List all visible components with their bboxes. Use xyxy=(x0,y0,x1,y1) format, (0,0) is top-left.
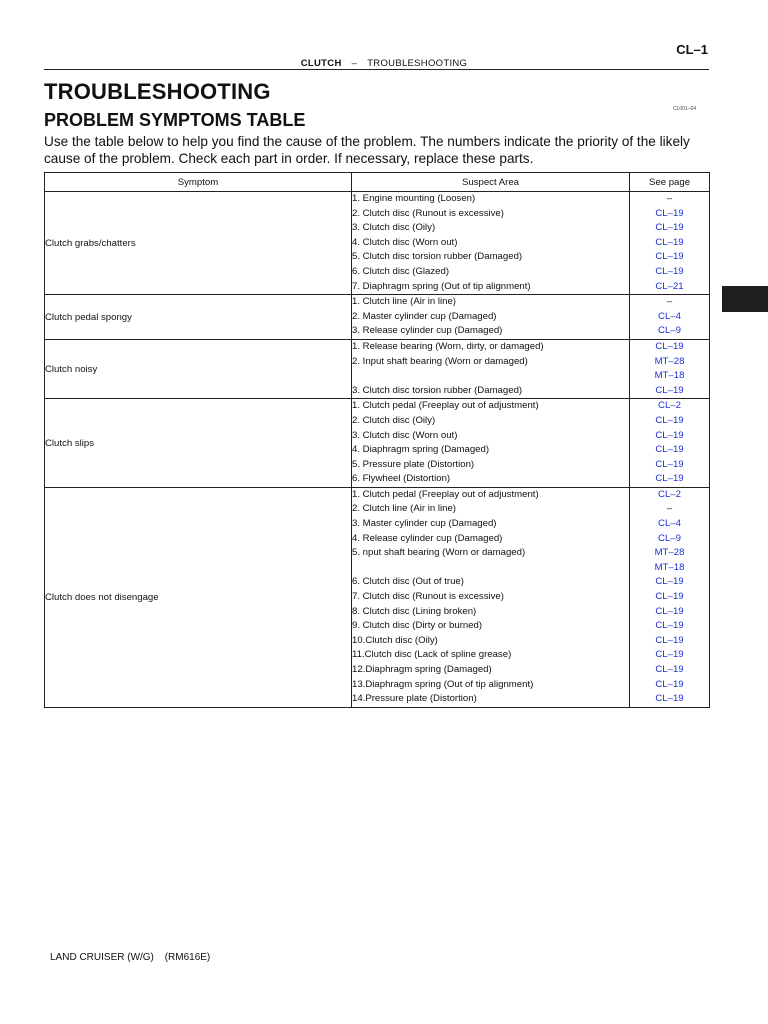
table-body xyxy=(45,192,710,708)
suspect-area-cell xyxy=(352,399,630,488)
see-page-cell xyxy=(630,295,710,340)
page-reference-link[interactable]: CL–19 xyxy=(655,664,684,675)
suspect-area-item: 3. Clutch disc torsion rubber (Damaged) xyxy=(352,384,523,396)
page-reference-link[interactable]: CL–19 xyxy=(655,473,684,485)
suspect-area-item: 3. Master cylinder cup (Damaged) xyxy=(352,518,497,530)
see-page-cell xyxy=(630,192,710,295)
suspect-area-item: 6. Clutch disc (Out of true) xyxy=(352,576,464,588)
suspect-area-item: 1. Clutch pedal (Freeplay out of adjustment) xyxy=(352,488,539,500)
section-tab-marker xyxy=(722,286,768,312)
suspect-area-item: 8. Clutch disc (Lining broken) xyxy=(352,605,477,617)
document-code: CL001–04 xyxy=(673,106,697,112)
page-reference-link[interactable]: CL–19 xyxy=(655,222,684,234)
suspect-area-item: 4. Diaphragm spring (Damaged) xyxy=(352,444,490,456)
footer xyxy=(50,952,210,963)
suspect-area-item xyxy=(352,561,629,576)
see-page-cell xyxy=(630,339,710,398)
page-reference-link[interactable]: CL–19 xyxy=(655,678,684,690)
suspect-area-item: 1. Clutch line (Air in line) xyxy=(352,296,456,308)
page-reference-link[interactable]: MT–28 xyxy=(654,355,685,367)
table-row xyxy=(45,339,710,398)
page-title: TROUBLESHOOTING xyxy=(44,79,271,104)
suspect-area-item: 6. Clutch disc (Glazed) xyxy=(352,265,450,277)
page-reference: – xyxy=(666,193,673,204)
footer-model: LAND CRUISER (W/G) xyxy=(50,952,154,963)
symptom-cell: Clutch grabs/chatters xyxy=(45,192,352,295)
suspect-area-item: 2. Clutch line (Air in line) xyxy=(352,503,456,515)
page-reference-link[interactable]: MT–28 xyxy=(654,547,685,559)
page-reference-link[interactable]: CL–19 xyxy=(655,265,684,277)
suspect-area-item: 1. Release bearing (Worn, dirty, or damaged) xyxy=(352,340,544,352)
page-reference-link[interactable]: CL–19 xyxy=(655,634,684,646)
suspect-area-item: 13.Diaphragm spring (Out of tip alignment) xyxy=(352,678,534,690)
page-reference-link[interactable]: CL–19 xyxy=(655,384,684,396)
suspect-area-item: 1. Engine mounting (Loosen) xyxy=(352,193,476,204)
table-row xyxy=(45,399,710,488)
page-reference-link[interactable]: CL–19 xyxy=(655,429,684,441)
suspect-area-item: 2. Master cylinder cup (Damaged) xyxy=(352,310,497,322)
suspect-area-item: 11.Clutch disc (Lack of spline grease) xyxy=(352,649,512,661)
suspect-area-item: 2. Input shaft bearing (Worn or damaged) xyxy=(352,355,528,367)
page-reference-link[interactable]: MT–18 xyxy=(654,561,685,573)
subsection-name: TROUBLESHOOTING xyxy=(367,58,468,69)
suspect-area-item: 4. Clutch disc (Worn out) xyxy=(352,236,458,248)
suspect-area-item: 1. Clutch pedal (Freeplay out of adjustment) xyxy=(352,400,539,412)
intro-paragraph: Use the table below to help you find the cause of the problem. The numbers indicate the priority of the likely cause of the problem. Check each part in order. If necessary, replace these parts. xyxy=(44,134,690,166)
page-reference: – xyxy=(666,503,673,515)
header-separator: – xyxy=(351,58,358,69)
page-number: CL–1 xyxy=(676,42,708,57)
section-name: CLUTCH xyxy=(300,58,342,69)
page-reference-link[interactable]: CL–19 xyxy=(655,414,684,426)
page-reference-link[interactable]: CL–19 xyxy=(655,458,684,470)
suspect-area-item: 9. Clutch disc (Dirty or burned) xyxy=(352,620,483,632)
column-header-suspect-area: Suspect Area xyxy=(352,173,630,192)
page-reference-link[interactable]: MT–18 xyxy=(654,370,685,382)
column-header-see-page: See page xyxy=(630,173,710,192)
suspect-area-item xyxy=(352,369,629,384)
symptom-cell: Clutch slips xyxy=(45,399,352,488)
see-page-cell xyxy=(630,487,710,707)
page-reference: – xyxy=(666,296,673,308)
suspect-area-item: 10.Clutch disc (Oily) xyxy=(352,634,438,646)
page-reference-link[interactable]: CL–19 xyxy=(655,649,684,661)
suspect-area-item: 5. nput shaft bearing (Worn or damaged) xyxy=(352,547,526,559)
suspect-area-item: 3. Release cylinder cup (Damaged) xyxy=(352,325,503,337)
page-reference-link[interactable]: CL–9 xyxy=(658,532,681,544)
symptom-cell: Clutch pedal spongy xyxy=(45,295,352,340)
problem-symptoms-table xyxy=(44,172,710,708)
table-header-row xyxy=(45,173,710,192)
suspect-area-item: 14.Pressure plate (Distortion) xyxy=(352,693,477,705)
page-reference-link[interactable]: CL–2 xyxy=(658,488,681,500)
suspect-area-item: 2. Clutch disc (Oily) xyxy=(352,414,436,426)
suspect-area-cell xyxy=(352,295,630,340)
page-reference-link[interactable]: CL–19 xyxy=(655,591,684,603)
suspect-area-item: 2. Clutch disc (Runout is excessive) xyxy=(352,207,504,219)
table-row xyxy=(45,295,710,340)
page-reference-link[interactable]: CL–19 xyxy=(655,251,684,263)
page-reference-link[interactable]: CL–19 xyxy=(655,207,684,219)
symptom-cell: Clutch does not disengage xyxy=(45,487,352,707)
page-reference-link[interactable]: CL–19 xyxy=(655,236,684,248)
suspect-area-item: 7. Clutch disc (Runout is excessive) xyxy=(352,591,504,603)
page-reference-link[interactable]: CL–19 xyxy=(655,620,684,632)
table-row xyxy=(45,192,710,295)
page-reference-link[interactable]: CL–4 xyxy=(658,310,681,322)
header-rule xyxy=(44,69,709,70)
suspect-area-cell xyxy=(352,487,630,707)
page-reference-link[interactable]: CL–4 xyxy=(658,518,681,530)
suspect-area-item: 3. Clutch disc (Oily) xyxy=(352,222,436,234)
page-reference-link[interactable]: CL–9 xyxy=(658,325,681,337)
page-reference-link[interactable]: CL–19 xyxy=(655,444,684,456)
suspect-area-cell xyxy=(352,192,630,295)
suspect-area-cell xyxy=(352,339,630,398)
section-subtitle: PROBLEM SYMPTOMS TABLE xyxy=(44,110,306,130)
suspect-area-item: 6. Flywheel (Distortion) xyxy=(352,473,451,485)
running-header xyxy=(0,58,768,69)
page-reference-link[interactable]: CL–21 xyxy=(655,280,684,292)
footer-manual-code: (RM616E) xyxy=(164,952,211,963)
table-row xyxy=(45,487,710,707)
see-page-cell xyxy=(630,399,710,488)
suspect-area-item: 5. Clutch disc torsion rubber (Damaged) xyxy=(352,251,523,263)
page-reference-link[interactable]: CL–19 xyxy=(655,340,684,352)
suspect-area-item: 12.Diaphragm spring (Damaged) xyxy=(352,664,492,675)
page-reference-link[interactable]: CL–19 xyxy=(655,605,684,617)
page-reference-link[interactable]: CL–2 xyxy=(658,400,681,412)
column-header-symptom: Symptom xyxy=(45,173,352,192)
page-reference-link[interactable]: CL–19 xyxy=(655,693,684,705)
suspect-area-item: 5. Pressure plate (Distortion) xyxy=(352,458,475,470)
suspect-area-item: 7. Diaphragm spring (Out of tip alignment) xyxy=(352,280,531,292)
suspect-area-item: 4. Release cylinder cup (Damaged) xyxy=(352,532,503,544)
page-reference-link[interactable]: CL–19 xyxy=(655,576,684,588)
suspect-area-item: 3. Clutch disc (Worn out) xyxy=(352,429,458,441)
symptom-cell: Clutch noisy xyxy=(45,339,352,398)
